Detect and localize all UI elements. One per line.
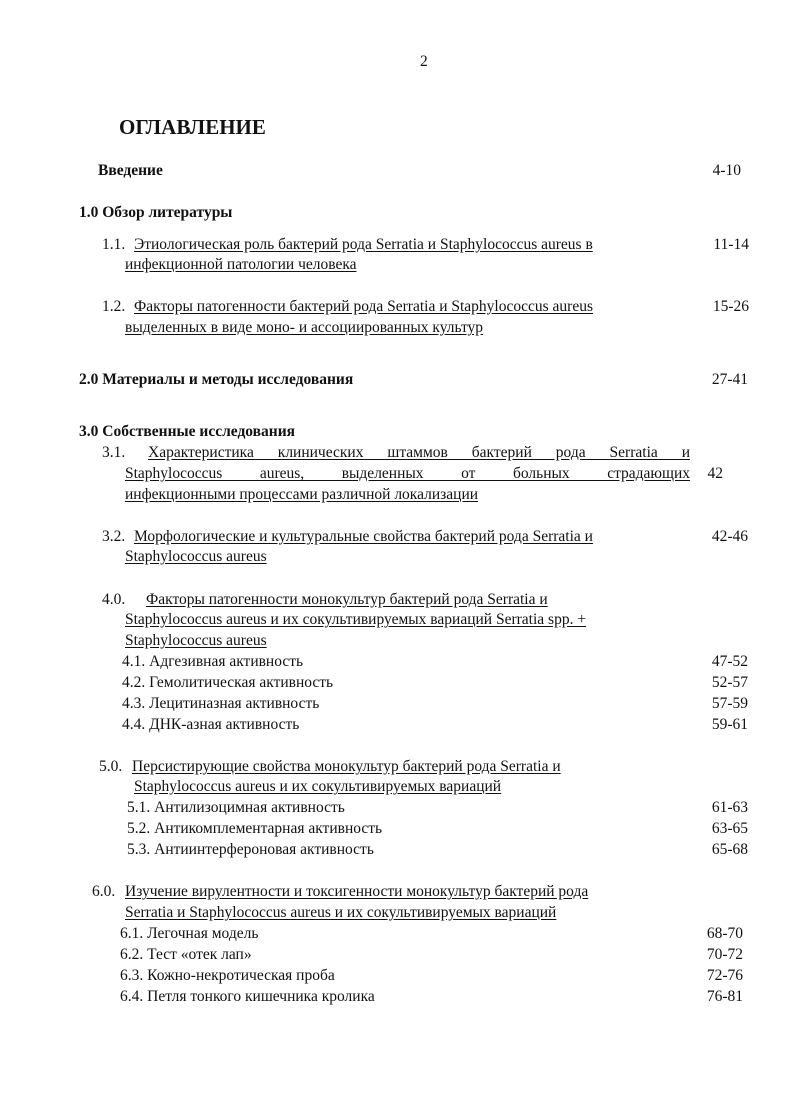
toc-subentry-5-1: 5.1. Антилизоцимная активность	[127, 799, 345, 816]
toc-entry-1-2-line-2: выделенных в виде моно- и ассоциированных культур	[125, 319, 484, 336]
toc-subentry-6-2: 6.2. Тест «отек лап»	[120, 946, 252, 963]
toc-entry-3-1-number: 3.1.	[102, 444, 126, 461]
toc-entry-6-line-2: Serratia и Staphylococcus aureus и их сокультивируемых вариаций	[125, 904, 557, 921]
toc-entry-3-1-line-2: Staphylococcus aureus, выделенных от больных страдающих	[125, 465, 690, 482]
toc-subentry-5-3: 5.3. Антиинтерфероновая активность	[127, 841, 374, 858]
toc-subentry-4-4-pages: 59-61	[711, 716, 748, 733]
toc-entry-intro: Введение	[98, 162, 163, 179]
toc-entry-1-2-line-1: Факторы патогенности бактерий рода Serratia и Staphylococcus aureus	[134, 298, 593, 315]
toc-entry-4-line-1: Факторы патогенности монокультур бактерий рода Serratia и	[146, 591, 548, 608]
toc-subentry-6-1-pages: 68-70	[706, 925, 743, 942]
toc-subentry-5-2-pages: 63-65	[711, 820, 748, 837]
toc-subentry-5-2: 5.2. Антикомплементарная активность	[127, 820, 383, 837]
section-heading-2-pages: 27-41	[711, 371, 748, 388]
toc-entry-5-line-1: Персистирующие свойства монокультур бактерий рода Serratia и	[132, 758, 561, 775]
toc-entry-1-1-line-1: Этиологическая роль бактерий рода Serratia и Staphylococcus aureus в	[134, 236, 593, 253]
toc-subentry-4-2: 4.2. Гемолитическая активность	[122, 674, 334, 691]
toc-entry-1-1-line-2: инфекционной патологии человека	[125, 256, 357, 273]
toc-entry-1-1-number: 1.1.	[102, 236, 126, 253]
toc-subentry-4-3-pages: 57-59	[711, 695, 748, 712]
toc-entry-5-number: 5.0.	[99, 758, 123, 775]
toc-subentry-6-3-pages: 72-76	[706, 967, 743, 984]
section-heading-2: 2.0 Материалы и методы исследования	[79, 371, 354, 388]
toc-entry-6-number: 6.0.	[92, 883, 116, 900]
toc-subentry-6-4: 6.4. Петля тонкого кишечника кролика	[120, 988, 375, 1005]
toc-entry-3-2-line-2: Staphylococcus aureus	[125, 548, 267, 565]
toc-entry-1-1-pages: 11-14	[713, 236, 749, 253]
toc-title: ОГЛАВЛЕНИЕ	[119, 115, 266, 139]
toc-subentry-6-4-pages: 76-81	[706, 988, 743, 1005]
toc-entry-3-2-number: 3.2.	[102, 528, 126, 545]
toc-subentry-6-2-pages: 70-72	[706, 946, 743, 963]
toc-subentry-4-1-pages: 47-52	[711, 653, 748, 670]
toc-entry-3-1-line-1: Характеристика клинических штаммов бактерий рода Serratia и	[148, 444, 690, 461]
toc-subentry-5-3-pages: 65-68	[711, 841, 748, 858]
toc-subentry-6-1: 6.1. Легочная модель	[120, 925, 259, 942]
toc-entry-4-number: 4.0.	[102, 591, 126, 608]
toc-entry-3-2-line-1: Морфологические и культуральные свойства бактерий рода Serratia и	[134, 528, 593, 545]
toc-entry-1-2-pages: 15-26	[712, 298, 749, 315]
toc-entry-4-line-2: Staphylococcus aureus и их сокультивируемых вариаций Serratia spp. +	[125, 611, 587, 628]
toc-entry-1-2-number: 1.2.	[102, 298, 126, 315]
toc-entry-6-line-1: Изучение вирулентности и токсигенности монокультур бактерий рода	[125, 883, 589, 900]
toc-entry-intro-pages: 4-10	[712, 162, 741, 179]
toc-entry-3-1-line-3: инфекционными процессами различной локализации	[125, 486, 479, 503]
toc-entry-3-2-pages: 42-46	[711, 528, 748, 545]
toc-entry-4-line-3: Staphylococcus aureus	[125, 632, 267, 649]
toc-entry-5-line-2: Staphylococcus aureus и их сокультивируемых вариаций	[134, 778, 502, 795]
toc-subentry-4-4: 4.4. ДНК-азная активность	[122, 716, 300, 733]
page-number: 2	[420, 53, 428, 70]
toc-subentry-4-1: 4.1. Адгезивная активность	[122, 653, 304, 670]
toc-entry-3-1-pages: 42	[707, 465, 723, 482]
section-heading-3: 3.0 Собственные исследования	[79, 423, 296, 440]
section-heading-1: 1.0 Обзор литературы	[79, 204, 233, 221]
toc-subentry-5-1-pages: 61-63	[711, 799, 748, 816]
toc-subentry-4-3: 4.3. Лецитиназная активность	[122, 695, 320, 712]
toc-subentry-6-3: 6.3. Кожно-некротическая проба	[120, 967, 335, 984]
toc-subentry-4-2-pages: 52-57	[711, 674, 748, 691]
